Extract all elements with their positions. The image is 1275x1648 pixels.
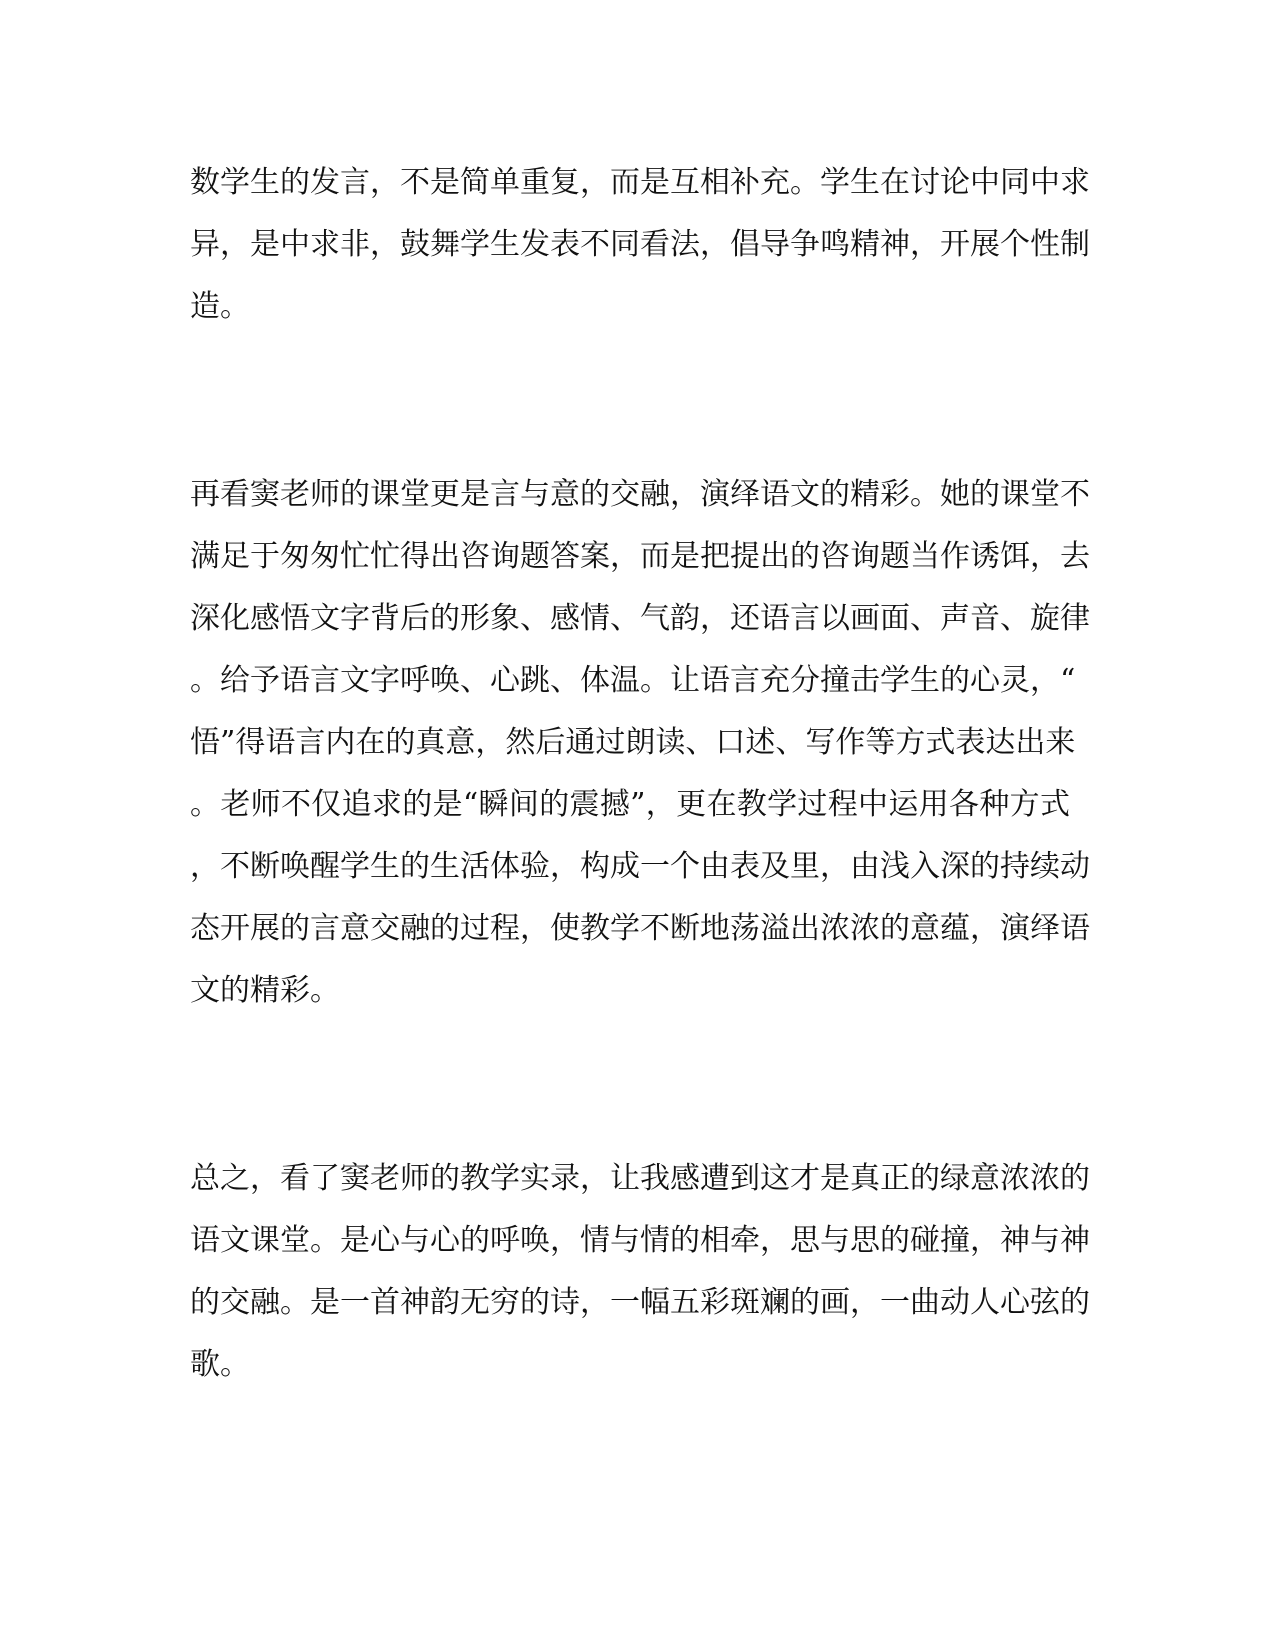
paragraph-line: 异，是中求非，鼓舞学生发表不同看法，倡导争鸣精神，开展个性制 <box>190 227 1090 262</box>
paragraph-line: 造。 <box>190 289 250 324</box>
paragraph-line: 文的精彩。 <box>190 973 340 1008</box>
paragraph-line: 。给予语言文字呼唤、心跳、体温。让语言充分撞击学生的心灵，“ <box>190 663 1076 698</box>
paragraph-line: 的交融。是一首神韵无穷的诗，一幅五彩斑斓的画，一曲动人心弦的 <box>190 1285 1090 1320</box>
paragraph-line: 总之，看了窦老师的教学实录，让我感遭到这才是真正的绿意浓浓的 <box>190 1161 1090 1196</box>
paragraph-line: 数学生的发言，不是简单重复，而是互相补充。学生在讨论中同中求 <box>190 165 1090 200</box>
paragraph-line: 满足于匆匆忙忙得出咨询题答案，而是把提出的咨询题当作诱饵，去 <box>190 539 1090 574</box>
paragraph-line: 歌。 <box>190 1347 250 1382</box>
paragraph-line: 深化感悟文字背后的形象、感情、气韵，还语言以画面、声音、旋律 <box>190 601 1090 636</box>
paragraph-line: ，不断唤醒学生的生活体验，构成一个由表及里，由浅入深的持续动 <box>190 849 1090 884</box>
paragraph-line: 语文课堂。是心与心的呼唤，情与情的相牵，思与思的碰撞，神与神 <box>190 1223 1090 1258</box>
paragraph-line: 态开展的言意交融的过程，使教学不断地荡溢出浓浓的意蕴，演绎语 <box>190 911 1090 946</box>
paragraph-line: 再看窦老师的课堂更是言与意的交融，演绎语文的精彩。她的课堂不 <box>190 477 1090 512</box>
paragraph-line: 悟”得语言内在的真意，然后通过朗读、口述、写作等方式表达出来 <box>190 725 1076 760</box>
paragraph-line: 。老师不仅追求的是“瞬间的震撼”，更在教学过程中运用各种方式 <box>190 787 1070 822</box>
